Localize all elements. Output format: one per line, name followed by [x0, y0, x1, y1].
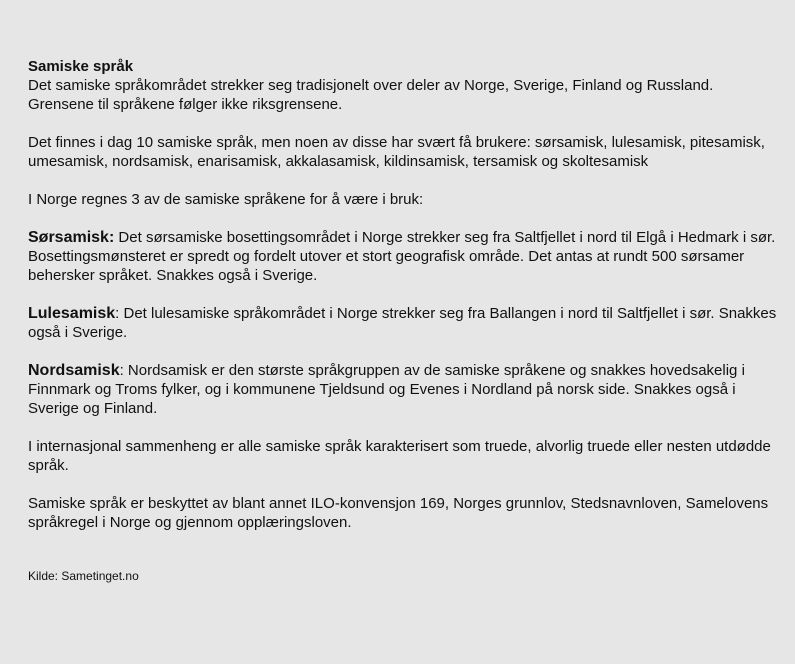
language-name: Lulesamisk: [28, 305, 116, 322]
language-entry-sorsamisk: [28, 228, 778, 285]
language-name: Sørsamisk:: [28, 229, 115, 246]
intro-paragraph: Det samiske språkområdet strekker seg tradisjonelt over deler av Norge, Sverige, Finland og Russland. Grensene til språkene følger ikke riksgrensene.: [28, 77, 714, 113]
language-description: Det sørsamiske bosettingsområdet i Norge strekker seg fra Saltfjellet i nord til Elgå i Hedmark i sør. Bosettingsmønsteret er spredt og fordelt utover et stort geografisk område. Det antas at rundt 500 sørsamer behersker språket. Snakkes også i Sverige.: [28, 229, 776, 284]
norway-paragraph: I Norge regnes 3 av de samiske språkene for å være i bruk:: [28, 191, 424, 208]
languages-paragraph: Det finnes i dag 10 samiske språk, men noen av disse har svært få brukere: sørsamisk, lulesamisk, pitesamisk, umesamisk, nordsamisk, enarisamisk, akkalasamisk, kildinsamisk, tersamisk og skoltesamisk: [28, 134, 765, 170]
language-entry-lulesamisk: [28, 304, 778, 342]
source-note: Kilde: Sametinget.no: [28, 569, 139, 583]
language-name: Nordsamisk: [28, 362, 120, 379]
language-description: : Nordsamisk er den største språkgruppen av de samiske språkene og snakkes hovedsakelig i Finnmark og Troms fylker, og i kommunene Tjeldsund og Evenes i Nordland på norsk side. Snakkes også i Sverige og Finland.: [28, 362, 745, 417]
protection-paragraph: Samiske språk er beskyttet av blant annet ILO-konvensjon 169, Norges grunnlov, Stedsnavnloven, Samelovens språkregel i Norge og gjennom opplæringsloven.: [28, 495, 769, 531]
language-description: : Det lulesamiske språkområdet i Norge strekker seg fra Ballangen i nord til Saltfjellet i sør. Snakkes også i Sverige.: [28, 305, 777, 341]
language-entry-nordsamisk: [28, 361, 778, 418]
intro-section: [28, 57, 778, 114]
international-paragraph: I internasjonal sammenheng er alle samiske språk karakterisert som truede, alvorlig truede eller nesten utdødde språk.: [28, 438, 771, 474]
page-title: Samiske språk: [28, 58, 134, 75]
article: [28, 57, 778, 551]
